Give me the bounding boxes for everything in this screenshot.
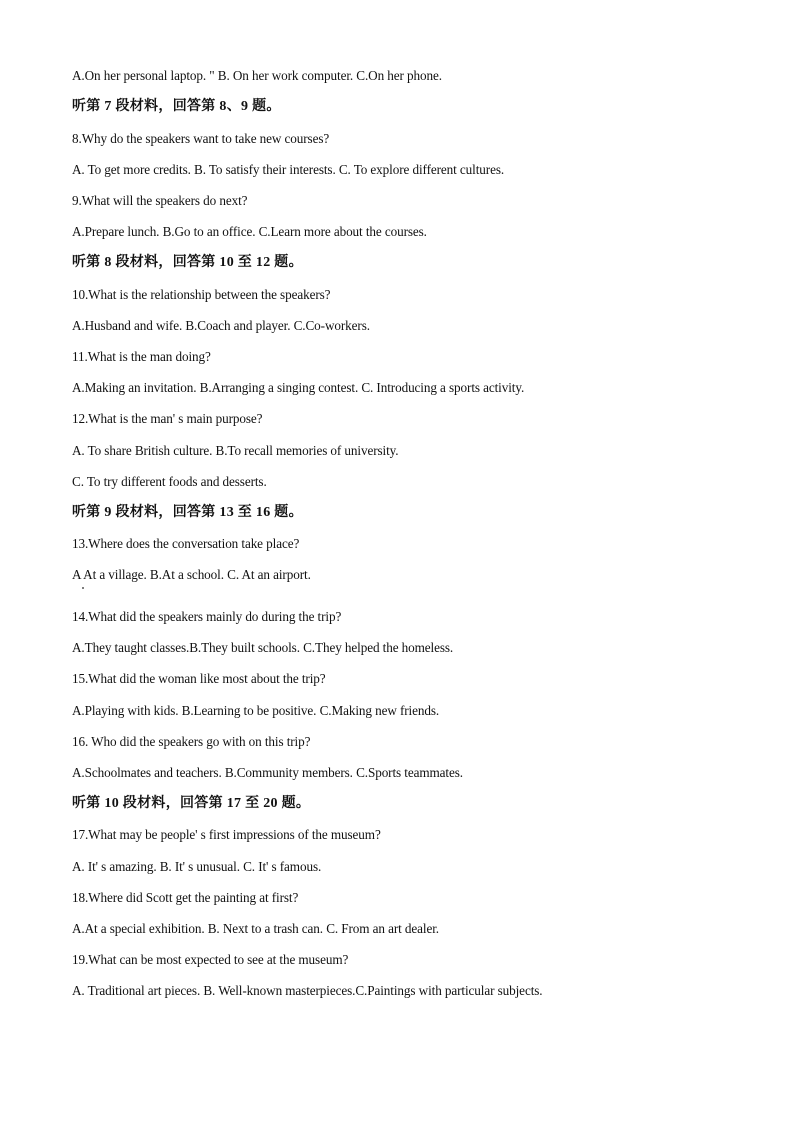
answer-options-q12-ab: A. To share British culture. B.To recall memories of university. — [72, 443, 399, 458]
section-heading-9: 听第 9 段材料，回答第 13 至 16 题。 — [72, 505, 303, 520]
answer-options-q19: A. Traditional art pieces. B. Well-known masterpieces.C.Paintings with particular subjects. — [72, 983, 543, 998]
question-13: 13.Where does the conversation take place? — [72, 536, 300, 551]
answer-options-q18: A.At a special exhibition. B. Next to a trash can. C. From an art dealer. — [72, 921, 439, 936]
section-heading-8: 听第 8 段材料，回答第 10 至 12 题。 — [72, 255, 303, 270]
question-9: 9.What will the speakers do next? — [72, 193, 248, 208]
question-19: 19.What can be most expected to see at the museum? — [72, 952, 349, 967]
section-heading-10: 听第 10 段材料，回答第 17 至 20 题。 — [72, 796, 311, 811]
question-14: 14.What did the speakers mainly do during the trip? — [72, 609, 342, 624]
question-8: 8.Why do the speakers want to take new courses? — [72, 131, 330, 146]
question-11: 11.What is the man doing? — [72, 349, 211, 364]
answer-options-q10: A.Husband and wife. B.Coach and player. C.Co-workers. — [72, 318, 370, 333]
answer-options-q8: A. To get more credits. B. To satisfy their interests. C. To explore different cultures. — [72, 162, 505, 177]
question-12: 12.What is the man' s main purpose? — [72, 411, 263, 426]
stray-mark — [82, 587, 84, 589]
answer-options-q9: A.Prepare lunch. B.Go to an office. C.Learn more about the courses. — [72, 224, 427, 239]
answer-options-q17: A. It' s amazing. B. It' s unusual. C. It' s famous. — [72, 859, 322, 874]
question-16: 16. Who did the speakers go with on this trip? — [72, 734, 311, 749]
answer-options-q7: A.On her personal laptop. " B. On her work computer. C.On her phone. — [72, 68, 442, 83]
question-18: 18.Where did Scott get the painting at first? — [72, 890, 299, 905]
question-10: 10.What is the relationship between the speakers? — [72, 287, 331, 302]
answer-options-q11: A.Making an invitation. B.Arranging a singing contest. C. Introducing a sports activity. — [72, 380, 525, 395]
answer-options-q13: A At a village. B.At a school. C. At an airport. — [72, 567, 311, 582]
answer-options-q12-c: C. To try different foods and desserts. — [72, 474, 267, 489]
answer-options-q15: A.Playing with kids. B.Learning to be positive. C.Making new friends. — [72, 703, 440, 718]
answer-options-q14: A.They taught classes.B.They built schools. C.They helped the homeless. — [72, 640, 454, 655]
answer-options-q16: A.Schoolmates and teachers. B.Community members. C.Sports teammates. — [72, 765, 463, 780]
question-15: 15.What did the woman like most about the trip? — [72, 671, 326, 686]
section-heading-7: 听第 7 段材料，回答第 8、9 题。 — [72, 99, 281, 114]
question-17: 17.What may be people' s first impressions of the museum? — [72, 827, 381, 842]
